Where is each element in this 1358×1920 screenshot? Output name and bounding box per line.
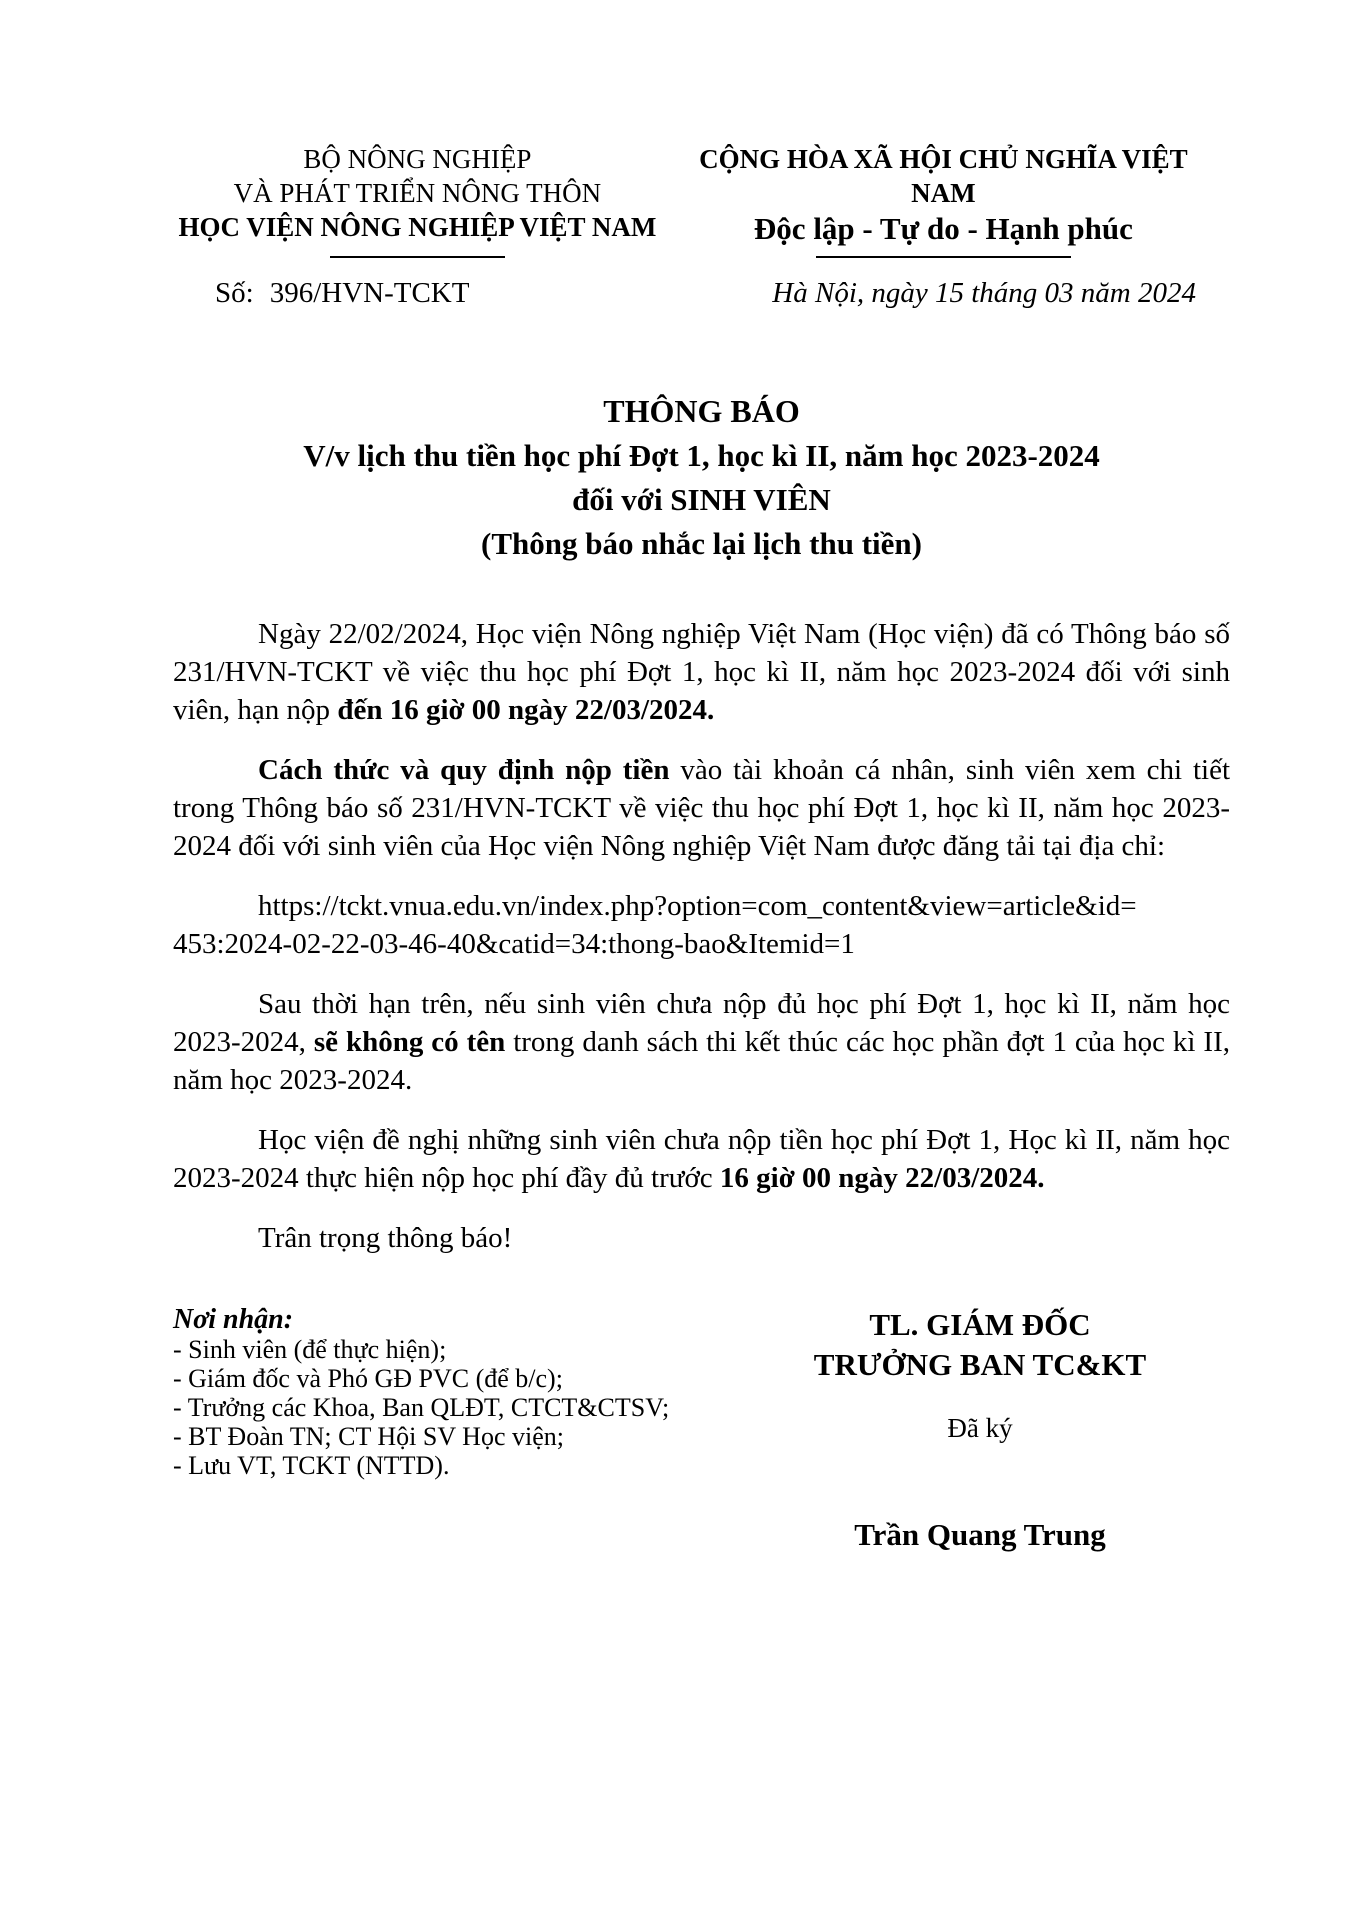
ministry-name-line-2: VÀ PHÁT TRIỂN NÔNG THÔN	[233, 178, 602, 208]
recipients-label: Nơi nhận:	[173, 1304, 294, 1335]
document-body	[173, 615, 1230, 1257]
consequence-text-after: trong danh sách thi kết thúc các học phần đợt 1 của học kì II, năm học 2023-2024.	[173, 1026, 1230, 1096]
recipient-item: - Sinh viên (để thực hiện);	[173, 1335, 447, 1364]
recipients-block	[173, 1305, 760, 1555]
title-audience: đối với SINH VIÊN	[572, 482, 831, 517]
title-subject: V/v lịch thu tiền học phí Đợt 1, học kì II, năm học 2023-2024	[303, 438, 1100, 473]
document-number	[215, 274, 469, 312]
deadline-emphasis: đến 16 giờ 00 ngày 22/03/2024.	[337, 694, 715, 726]
document-title: THÔNG BÁO	[603, 393, 800, 429]
national-motto-block	[677, 142, 1210, 258]
motto-divider-line	[816, 256, 1071, 258]
consequence-text-before: Sau thời hạn trên, nếu sinh viên chưa nộp đủ học phí Đợt 1, học kì II, năm học 2023-2024,	[173, 988, 1230, 1058]
ministry-name-line-1: BỘ NÔNG NGHIỆP	[303, 144, 532, 174]
document-header	[173, 142, 1230, 258]
paragraph-intro	[173, 615, 1230, 729]
recipient-item: - BT Đoàn TN; CT Hội SV Học viện;	[173, 1422, 564, 1451]
recipient-item: - Lưu VT, TCKT (NTTD).	[173, 1451, 450, 1480]
paragraph-request	[173, 1121, 1230, 1197]
signer-role-line-1: TL. GIÁM ĐỐC	[869, 1307, 1091, 1342]
document-number-value: 396/HVN-TCKT	[269, 277, 470, 309]
recipient-item: - Giám đốc và Phó GĐ PVC (để b/c);	[173, 1364, 563, 1393]
payment-method-emphasis: Cách thức và quy định nộp tiền	[258, 754, 670, 786]
national-title: CỘNG HÒA XÃ HỘI CHỦ NGHĨA VIỆT NAM	[699, 144, 1188, 208]
recipient-item: - Trưởng các Khoa, Ban QLĐT, CTCT&CTSV;	[173, 1393, 670, 1422]
org-divider-line	[330, 256, 505, 258]
url-line-1: https://tckt.vnua.edu.vn/index.php?option=com_content&view=article&id=	[258, 890, 1137, 922]
signed-note: Đã ký	[947, 1413, 1013, 1443]
place-and-date: Hà Nội, ngày 15 tháng 03 năm 2024	[772, 277, 1196, 309]
intro-text: Ngày 22/02/2024, Học viện Nông nghiệp Việt Nam (Học viện) đã có Thông báo số 231/HVN-TCKT về việc thu học phí Đợt 1, học kì II, năm học 2023-2024 đối với sinh viên, hạn nộp	[173, 618, 1230, 726]
document-title-block	[173, 388, 1230, 566]
academy-name: HỌC VIỆN NÔNG NGHIỆP VIỆT NAM	[178, 212, 657, 242]
reference-row	[173, 274, 1230, 312]
paragraph-consequence	[173, 985, 1230, 1099]
consequence-emphasis: sẽ không có tên	[313, 1026, 506, 1058]
request-text: Học viện đề nghị những sinh viên chưa nộp tiền học phí Đợt 1, Học kì II, năm học 2023-2024 thực hiện nộp học phí đầy đủ trước	[173, 1124, 1230, 1194]
paragraph-payment-method	[173, 751, 1230, 865]
signer-name: Trần Quang Trung	[854, 1517, 1106, 1552]
signer-role-line-2: TRƯỞNG BAN TC&KT	[813, 1347, 1147, 1382]
national-motto: Độc lập - Tự do - Hạnh phúc	[753, 211, 1133, 246]
payment-info-url	[173, 887, 1230, 963]
document-number-label: Số:	[215, 277, 254, 309]
document-footer	[173, 1305, 1230, 1555]
request-deadline-emphasis: 16 giờ 00 ngày 22/03/2024.	[719, 1162, 1045, 1194]
signature-block	[760, 1305, 1200, 1555]
payment-method-text: vào tài khoản cá nhân, sinh viên xem chi tiết trong Thông báo số 231/HVN-TCKT về việc thu học phí Đợt 1, học kì II, năm học 2023-2024 đối với sinh viên của Học viện Nông nghiệp Việt Nam được đăng tải tại địa chỉ:	[173, 754, 1230, 862]
title-note: (Thông báo nhắc lại lịch thu tiền)	[481, 526, 922, 561]
issuing-org-block	[158, 142, 677, 258]
url-line-2: 453:2024-02-22-03-46-40&catid=34:thong-bao&Itemid=1	[173, 928, 855, 960]
closing-line: Trân trọng thông báo!	[258, 1222, 513, 1254]
